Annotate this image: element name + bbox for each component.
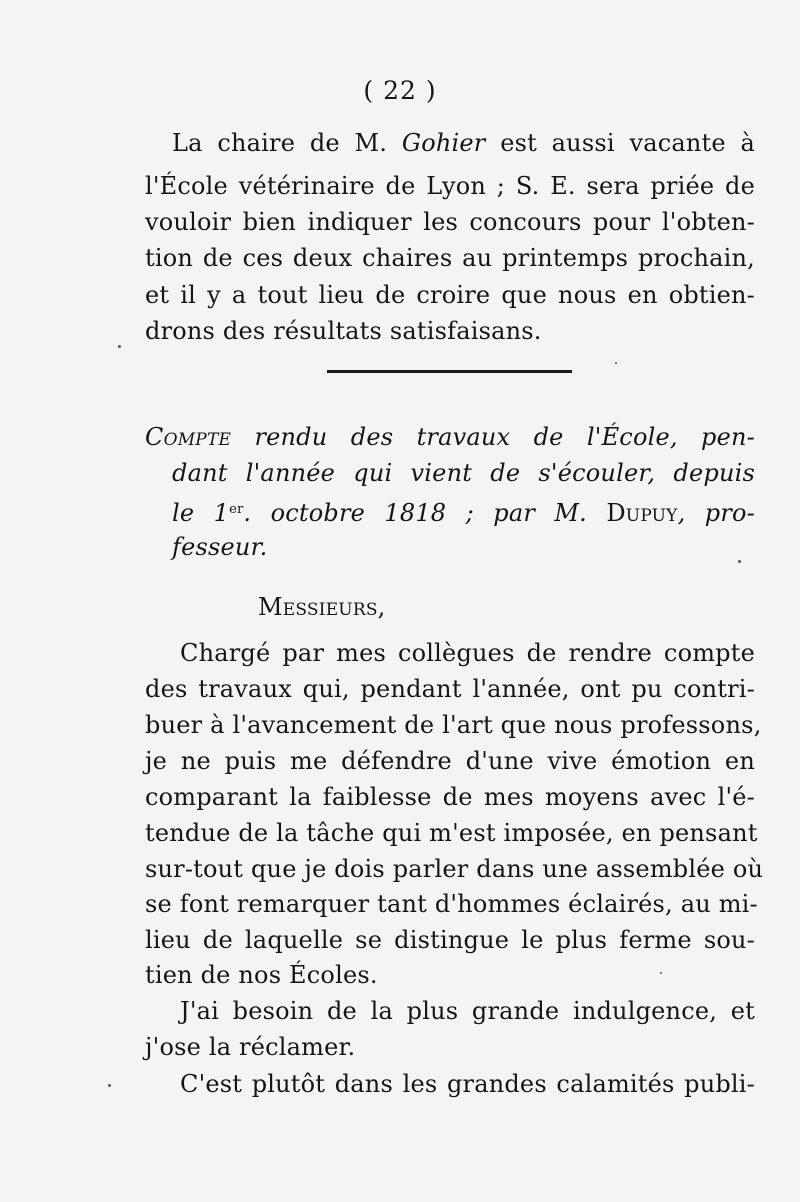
heading-line-4: fesseur.: [172, 533, 268, 561]
scan-speck: [118, 345, 121, 348]
para2-line-3: buer à l'avancement de l'art que nous professons,: [145, 711, 762, 739]
para1-line-4: tion de ces deux chaires au printemps prochain,: [145, 244, 755, 272]
para2-line-2: des travaux qui, pendant l'année, ont pu contri-: [145, 675, 755, 703]
para2-line-7: sur-tout que je dois parler dans une assemblée où: [145, 855, 764, 883]
scan-speck: [738, 560, 741, 563]
salutation: Messieurs,: [258, 593, 386, 621]
heading-line-2: dant l'année qui vient de s'écouler, depuis: [172, 459, 755, 487]
page-number: ( 22 ): [363, 76, 437, 105]
para3-line-1: J'ai besoin de la plus grande indulgence, et: [180, 997, 755, 1025]
para4-line-1: C'est plutôt dans les grandes calamités publi-: [180, 1070, 755, 1098]
para3-line-2: j'ose la réclamer.: [145, 1033, 356, 1061]
scan-speck: [615, 362, 617, 364]
para1-line-2: l'École vétérinaire de Lyon ; S. E. sera priée de: [145, 172, 755, 200]
heading-line-3-end: , pro-: [677, 499, 755, 527]
para2-line-1: Chargé par mes collègues de rendre compte: [180, 639, 755, 667]
para1-name-gohier: Gohier: [401, 129, 486, 157]
heading-date-sup: er: [229, 502, 244, 517]
para2-line-4: je ne puis me défendre d'une vive émotion en: [145, 747, 755, 775]
para2-line-8: se font remarquer tant d'hommes éclairés, au mi-: [145, 890, 758, 918]
scan-speck: [108, 1084, 111, 1087]
heading-line-3: [172, 493, 755, 530]
para2-line-6: tendue de la tâche qui m'est imposée, en pensant: [145, 819, 758, 847]
para1-line-5: et il y a tout lieu de croire que nous en obtien-: [145, 281, 755, 309]
scan-speck: [660, 972, 662, 974]
para1-line-1-b: est aussi vacante à: [485, 129, 756, 157]
para1-line-6: drons des résultats satisfaisans.: [145, 317, 542, 345]
heading-date-mid: . octobre 1818 ; par M.: [243, 499, 607, 527]
heading-date-prefix: le 1: [172, 499, 230, 527]
section-divider: [327, 370, 572, 373]
para1-line-1: [172, 126, 755, 160]
heading-author-name: Dupuy: [606, 499, 678, 527]
heading-line-1-rest: rendu des travaux de l'École, pen-: [231, 423, 755, 451]
para2-line-5: comparant la faiblesse de mes moyens avec l'é-: [145, 783, 755, 811]
heading-line-1: [145, 420, 755, 454]
heading-compte: Compte: [145, 423, 232, 451]
para2-line-10: tien de nos Écoles.: [145, 961, 378, 989]
para2-line-9: lieu de laquelle se distingue le plus ferme sou-: [145, 926, 755, 954]
para1-line-3: vouloir bien indiquer les concours pour l'obten-: [145, 208, 755, 236]
para1-line-1-a: La chaire de M.: [172, 129, 402, 157]
